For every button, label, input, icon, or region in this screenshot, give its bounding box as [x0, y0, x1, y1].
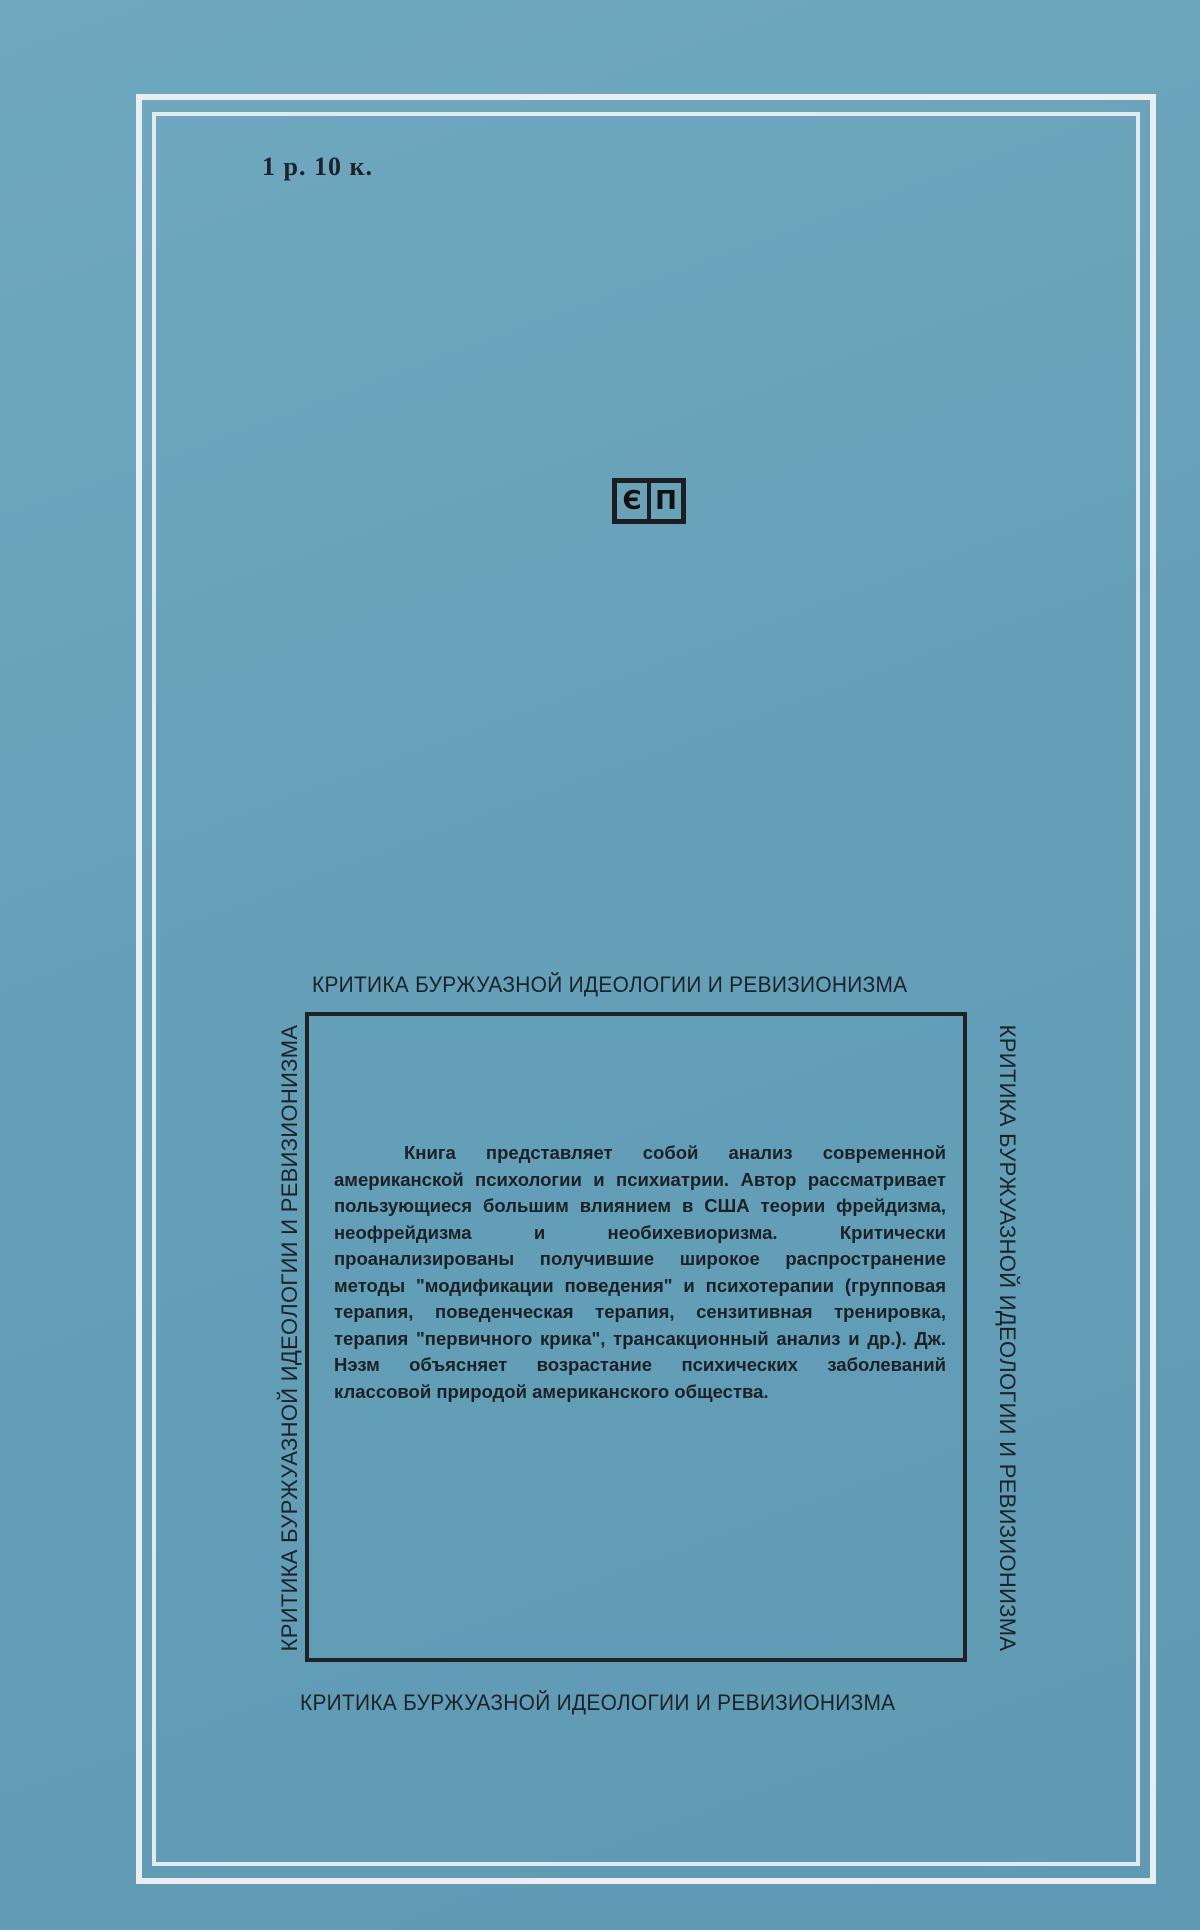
price-label: 1 р. 10 к.: [262, 152, 373, 181]
series-title-top: КРИТИКА БУРЖУАЗНОЙ ИДЕОЛОГИИ И РЕВИЗИОНИЗМА: [312, 972, 908, 997]
logo-left-letter: Є: [617, 483, 651, 519]
series-title-bottom: КРИТИКА БУРЖУАЗНОЙ ИДЕОЛОГИИ И РЕВИЗИОНИЗМА: [300, 1690, 896, 1715]
series-title-right: КРИТИКА БУРЖУАЗНОЙ ИДЕОЛОГИИ И РЕВИЗИОНИЗМА: [995, 1024, 1020, 1652]
series-title-left: КРИТИКА БУРЖУАЗНОЙ ИДЕОЛОГИИ И РЕВИЗИОНИЗМА: [277, 1024, 302, 1652]
logo-right-letter: П: [655, 486, 677, 516]
publisher-logo-icon: [612, 478, 686, 524]
book-annotation: Книга представляет собой анализ современной американской психологии и психиатрии. Автор рассматривает пользующиеся большим влиянием в США теории фрейдизма, неофрейдизма и необихевиоризма. Критически проанализированы получившие широкое распространение методы "модификации поведения" и психотерапии (групповая терапия, поведенческая терапия, сензитивная тренировка, терапия "первичного крика", трансакционный анализ и др.). Дж. Нэзм объясняет возрастание психических заболеваний классовой природой американского общества.: [334, 1142, 946, 1402]
